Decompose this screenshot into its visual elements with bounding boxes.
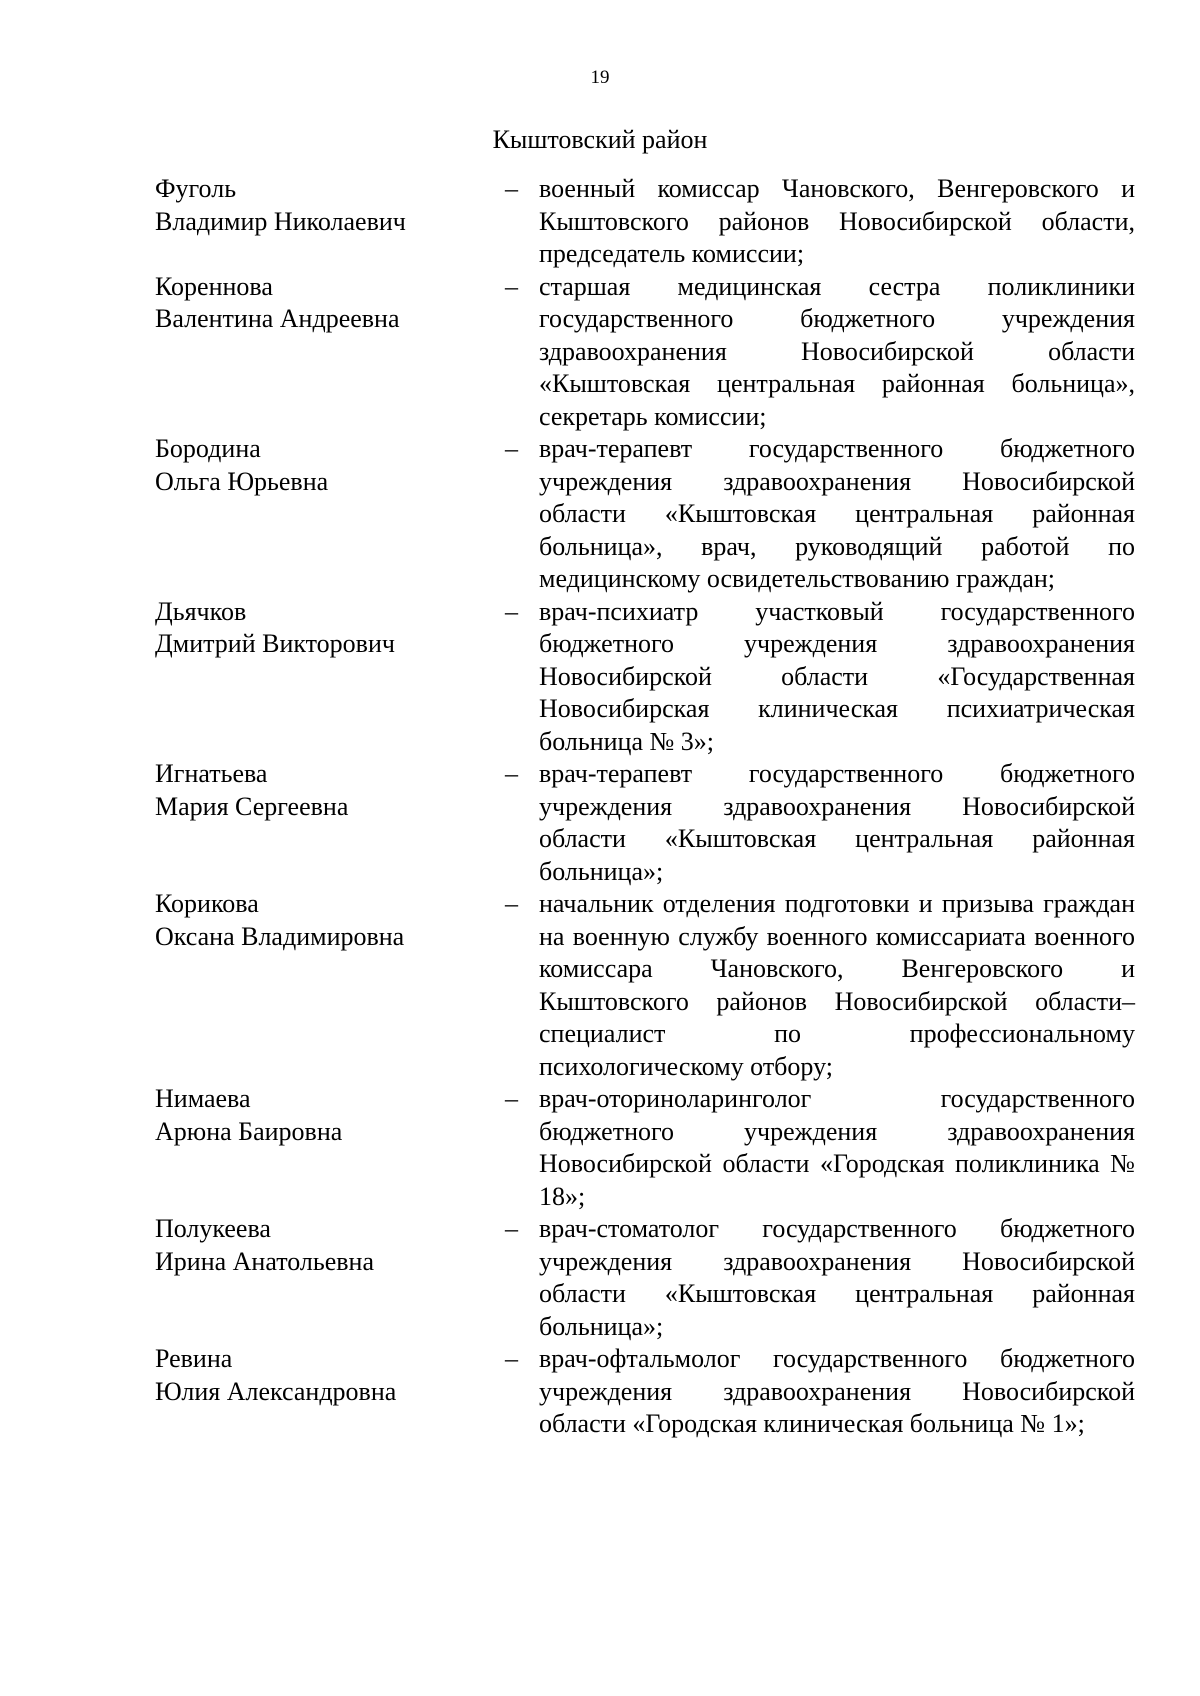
member-role: врач-психиатр участковый государственного бюджетного учреждения здравоохранения Новосибирской области «Государственная Новосибирская клиническая психиатрическая больница № 3»; (539, 596, 1135, 756)
member-dash: – (505, 759, 518, 788)
member-dash: – (505, 1084, 518, 1113)
member-role: военный комиссар Чановского, Венгеровского и Кыштовского районов Новосибирской области, председатель комиссии; (539, 174, 1135, 268)
member-name: Ревина Юлия Александровна (155, 1344, 397, 1406)
member-dash: – (505, 1344, 518, 1373)
member-entry-borodina (155, 433, 1135, 596)
member-entry-polukeeva (155, 1213, 1135, 1343)
member-dash: – (505, 1214, 518, 1243)
member-role: начальник отделения подготовки и призыва граждан на военную службу военного комиссариата военного комиссара Чановского, Венгеровского и Кыштовского районов Новосибирской области–специалист по профессиональному психологическому отбору; (539, 889, 1135, 1081)
member-entry-korennova (155, 271, 1135, 434)
member-role: врач-терапевт государственного бюджетного учреждения здравоохранения Новосибирской области «Кыштовская центральная районная больница», врач, руководящий работой по медицинскому освидетельствованию граждан; (539, 434, 1135, 593)
member-name: Игнатьева Мария Сергеевна (155, 759, 349, 821)
member-dash: – (505, 889, 518, 918)
member-entry-nimaeva (155, 1083, 1135, 1213)
member-role: врач-терапевт государственного бюджетного учреждения здравоохранения Новосибирской области «Кыштовская центральная районная больница»; (539, 759, 1135, 886)
member-name: Корикова Оксана Владимировна (155, 889, 405, 951)
section-title: Кыштовский район (492, 125, 708, 154)
member-role: старшая медицинская сестра поликлиники государственного бюджетного учреждения здравоохранения Новосибирской области «Кыштовская центральная районная больница», секретарь комиссии; (539, 271, 1135, 431)
member-role: врач-офтальмолог государственного бюджетного учреждения здравоохранения Новосибирской области «Городская клиническая больница № 1»; (539, 1344, 1135, 1438)
member-name: Кореннова Валентина Андреевна (155, 271, 400, 333)
member-name: Фуголь Владимир Николаевич (155, 174, 406, 236)
member-role: врач-оториноларинголог государственного бюджетного учреждения здравоохранения Новосибирской области «Городская поликлиника № 18»; (539, 1084, 1135, 1211)
member-name: Полукеева Ирина Анатольевна (155, 1214, 374, 1276)
member-role: врач-стоматолог государственного бюджетного учреждения здравоохранения Новосибирской области «Кыштовская центральная районная больница»; (539, 1214, 1135, 1341)
member-dash: – (505, 174, 518, 203)
member-entry-fugol (155, 173, 1135, 271)
member-dash: – (505, 596, 518, 626)
member-dash: – (505, 271, 518, 301)
page-number: 19 (590, 67, 610, 88)
member-entry-dyachkov (155, 596, 1135, 759)
commission-members-list (155, 173, 1135, 1441)
member-name: Бородина Ольга Юрьевна (155, 434, 329, 496)
member-entry-ignatyeva (155, 758, 1135, 888)
member-name: Нимаева Арюна Баировна (155, 1084, 343, 1146)
member-entry-revina (155, 1343, 1135, 1441)
member-entry-korikova (155, 888, 1135, 1083)
member-dash: – (505, 434, 518, 463)
member-name: Дьячков Дмитрий Викторович (155, 596, 395, 658)
